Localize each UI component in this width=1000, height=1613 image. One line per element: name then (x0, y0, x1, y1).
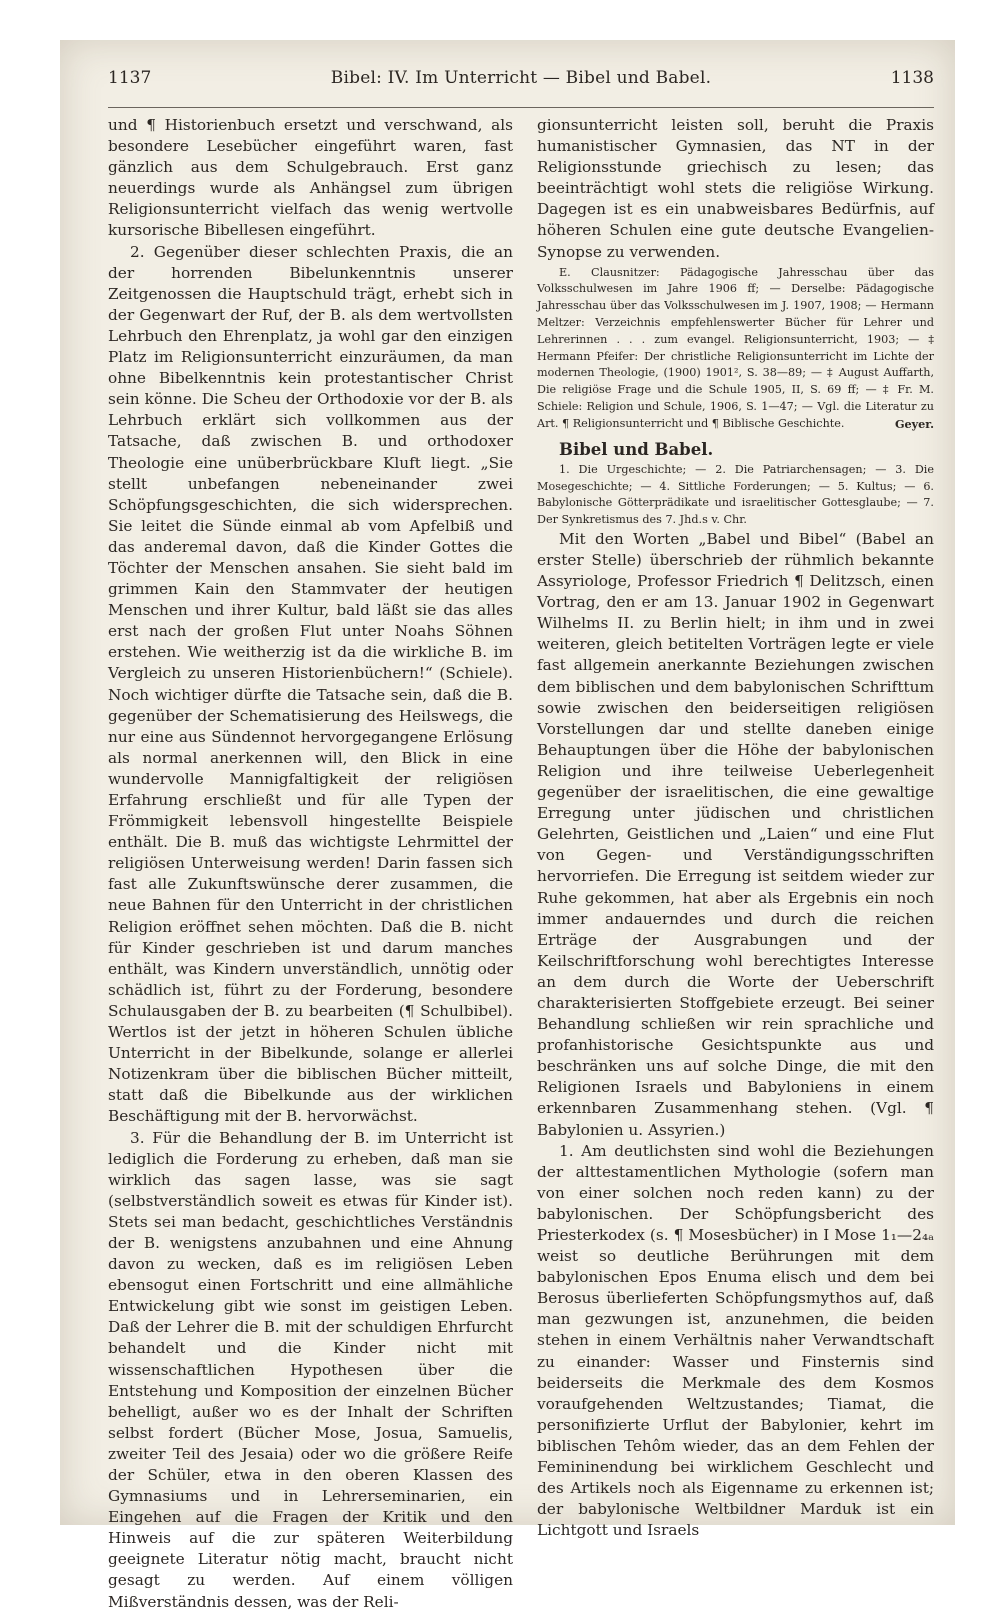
right-column (537, 115, 934, 1541)
running-title: Bibel: IV. Im Unterricht — Bibel und Babel. (330, 68, 712, 88)
left-paragraph-3: 3. Für die Behandlung der B. im Unterricht ist lediglich die Forderung zu erheben, daß man sie wirklich das sagen lasse, was sie sagt (selbstverständlich soweit es etwas für Kinder ist). Stets sei man bedacht, geschichtliches Verständnis der B. wenigstens anzubahnen und eine Ahnung davon zu wecken, daß es im religiösen Leben ebensogut einen Fortschritt und eine allmähliche Entwickelung gibt wie sonst im geistigen Leben. Daß der Lehrer die B. mit der schuldigen Ehrfurcht behandelt und die Kinder nicht mit wissenschaftlichen Hypothesen über die Entstehung und Komposition der einzelnen Bücher behelligt, außer wo es der Inhalt der Schriften selbst fordert (Bücher Mose, Josua, Samuelis, zweiter Teil des Jesaia) oder wo die größere Reife der Schüler, etwa in den oberen Klassen des Gymnasiums und in Lehrerseminarien, ein Eingehen auf die Fragen der Kritik und den Hinweis auf die zur späteren Weiterbildung geeignete Literatur nötig macht, braucht nicht gesagt zu werden. Auf einem völligen Mißverständnis dessen, was der Reli- (108, 1128, 513, 1611)
left-paragraph-2: 2. Gegenüber dieser schlechten Praxis, die an der horrenden Bibelunkenntnis unserer Zeitgenossen die Hauptschuld trägt, erhebt sich in der Gegenwart der Ruf, der B. als dem wertvollsten Lehrbuch den Ehrenplatz, ja wohl gar den einzigen Platz im Religionsunterricht einzuräumen, da man ohne Bibelkenntnis kein protestantischer Christ sein könne. Die Scheu der Orthodoxie vor der B. als Lehrbuch erklärt sich vollkommen aus der Tatsache, daß zwischen B. und orthodoxer Theologie eine unüberbrückbare Kluft liegt. „Sie stellt unbefangen nebeneinander zwei Schöpfungsgeschichten, die sich widersprechen. Sie leitet die Sünde einmal ab vom Apfelbiß und das anderemal davon, daß die Kinder Gottes die Töchter der Menschen ansahen. Sie sieht bald im grimmen Kain den Stammvater der heutigen Menschen und ihrer Kultur, bald läßt sie das alles erst nach der großen Flut unter Noahs Söhnen erstehen. Wie weitherzig ist da die wirkliche B. im Vergleich zu unseren Historienbüchern!“ (Schiele). Noch wichtiger dürfte die Tatsache sein, daß die B. gegenüber der Schematisierung des Heilswegs, die nur eine aus Sündennot hervorgegangene Erlösung als normal anerkennen will, den Blick in eine wundervolle Mannigfaltigkeit der religiösen Erfahrung erschließt und für alle Typen der Frömmigkeit lebensvoll hingestellte Beispiele enthält. Die B. muß das wichtigste Lehrmittel der religiösen Unterweisung werden! Darin fassen sich fast alle Zukunftswünsche derer zusammen, die neue Bahnen für den Unterricht in der christlichen Religion eröffnet sehen möchten. Daß die B. nicht für Kinder geschrieben ist und darum manches enthält, was Kindern unverständlich, unnötig oder schädlich ist, führt zu der Forderung, besondere Schulausgaben der B. zu bearbeiten (¶ Schulbibel). Wertlos ist der jetzt in höheren Schulen übliche Unterricht in der Bibelkunde, solange er allerlei Notizenkram über die biblischen Bücher mitteilt, statt daß die Bibelkunde aus der wirklichen Beschäftigung mit der B. hervorwächst. (108, 242, 513, 1126)
right-paragraph-3: 1. Am deutlichsten sind wohl die Beziehungen der alttestamentlichen Mythologie (sofern man von einer solchen noch reden kann) zu der babylonischen. Der Schöpfungsbericht des Priesterkodex (s. ¶ Mosesbücher) in I Mose 1₁—2₄ₐ weist so deutliche Berührungen mit dem babylonischen Epos Enuma elisch und dem bei Berosus überlieferten Schöpfungsmythos auf, daß man gezwungen ist, anzunehmen, die beiden stehen in einem Verhältnis naher Verwandtschaft zu einander: Wasser und Finsternis sind beiderseits die Merkmale des dem Kosmos voraufgehenden Weltzustandes; Tiamat, die personifizierte Urflut der Babylonier, kehrt im biblischen Tehôm wieder, das an dem Fehlen der Femininendung bei wirklichem Geschlecht und des Artikels noch als Eigenname zu erkennen ist; der babylonische Weltbildner Marduk ist ein Lichtgott und Israels (537, 1141, 934, 1540)
right-paragraph-2: Mit den Worten „Babel und Bibel“ (Babel an erster Stelle) überschrieb der rühmlich bekannte Assyriologe, Professor Friedrich ¶ Delitzsch, einen Vortrag, den er am 13. Januar 1902 in Gegenwart Wilhelms II. zu Berlin hielt; in ihm und in zwei weiteren, gleich betitelten Vorträgen legte er viele fast allgemein anerkannte Beziehungen zwischen dem biblischen und dem babylonischen Schrifttum sowie zwischen den beiderseitigen religiösen Vorstellungen dar und stellte daneben einige Behauptungen über die Höhe der babylonischen Religion und ihre teilweise Ueberlegenheit gegenüber der israelitischen, die eine gewaltige Erregung unter jüdischen und christlichen Gelehrten, Geistlichen und „Laien“ und eine Flut von Gegen- und Verständigungsschriften hervorriefen. Die Erregung ist seitdem wieder zur Ruhe gekommen, hat aber als Ergebnis ein noch immer andauerndes und durch die reichen Erträge der Ausgrabungen und der Keilschriftforschung wohl berechtigtes Interesse an dem durch die Worte der Ueberschrift charakterisierten Stoffgebiete erzeugt. Bei seiner Behandlung schließen wir rein sprachliche und profanhistorische Gesichtspunkte aus und beschränken uns auf solche Dinge, die mit den Religionen Israels und Babyloniens in einem erkennbaren Zusammenhang stehen. (Vgl. ¶ Babylonien u. Assyrien.) (537, 529, 934, 1139)
article-author: Geyer. (894, 416, 934, 431)
section-heading: Bibel und Babel. (559, 439, 714, 459)
left-column (108, 115, 513, 1613)
page-number-right: 1138 (890, 68, 934, 88)
section-contents: 1. Die Urgeschichte; — 2. Die Patriarchensagen; — 3. Die Mosegeschichte; — 4. Sittliche Forderungen; — 5. Kultus; — 6. Babylonische Götterprädikate und israelitischer Gottesglaube; — 7. Der Synkretismus des 7. Jhd.s v. Chr. (537, 462, 934, 527)
right-paragraph-1: gionsunterricht leisten soll, beruht die Praxis humanistischer Gymnasien, das NT in der Religionsstunde griechisch zu lesen; das beeinträchtigt wohl stets die religiöse Wirkung. Dagegen ist es ein unabweisbares Bedürfnis, auf höheren Schulen eine gute deutsche Evangelien-Synopse zu verwenden. (537, 116, 934, 261)
left-paragraph-1: und ¶ Historienbuch ersetzt und verschwand, als besondere Lesebücher eingeführt waren, fast gänzlich aus dem Schulgebrauch. Erst ganz neuerdings wurde als Anhängsel zum übrigen Religionsunterricht vielfach das wenig wertvolle kursorische Bibellesen eingeführt. (108, 116, 513, 240)
bibliography (537, 265, 934, 433)
page-number-left: 1137 (108, 68, 152, 88)
header-rule (108, 107, 934, 108)
page-header (108, 68, 934, 98)
bibliography-text: E. Clausnitzer: Pädagogische Jahresschau über das Volksschulwesen im Jahre 1906 ff; — Derselbe: Pädagogische Jahresschau über das Volksschulwesen im J. 1907, 1908; — Hermann Meltzer: Verzeichnis empfehlenswerter Bücher für Lehrer und Lehrerinnen . . . zum evangel. Religionsunterricht, 1903; — ‡ Hermann Pfeifer: Der christliche Religionsunterricht im Lichte der modernen Theologie, (1900) 1901², S. 38—89; — ‡ August Auffarth, Die religiöse Frage und die Schule 1905, II, S. 69 ff; — ‡ Fr. M. Schiele: Religion und Schule, 1906, S. 1—47; — Vgl. die Literatur zu Art. ¶ Religionsunterricht und ¶ Biblische Geschichte. (537, 265, 934, 430)
